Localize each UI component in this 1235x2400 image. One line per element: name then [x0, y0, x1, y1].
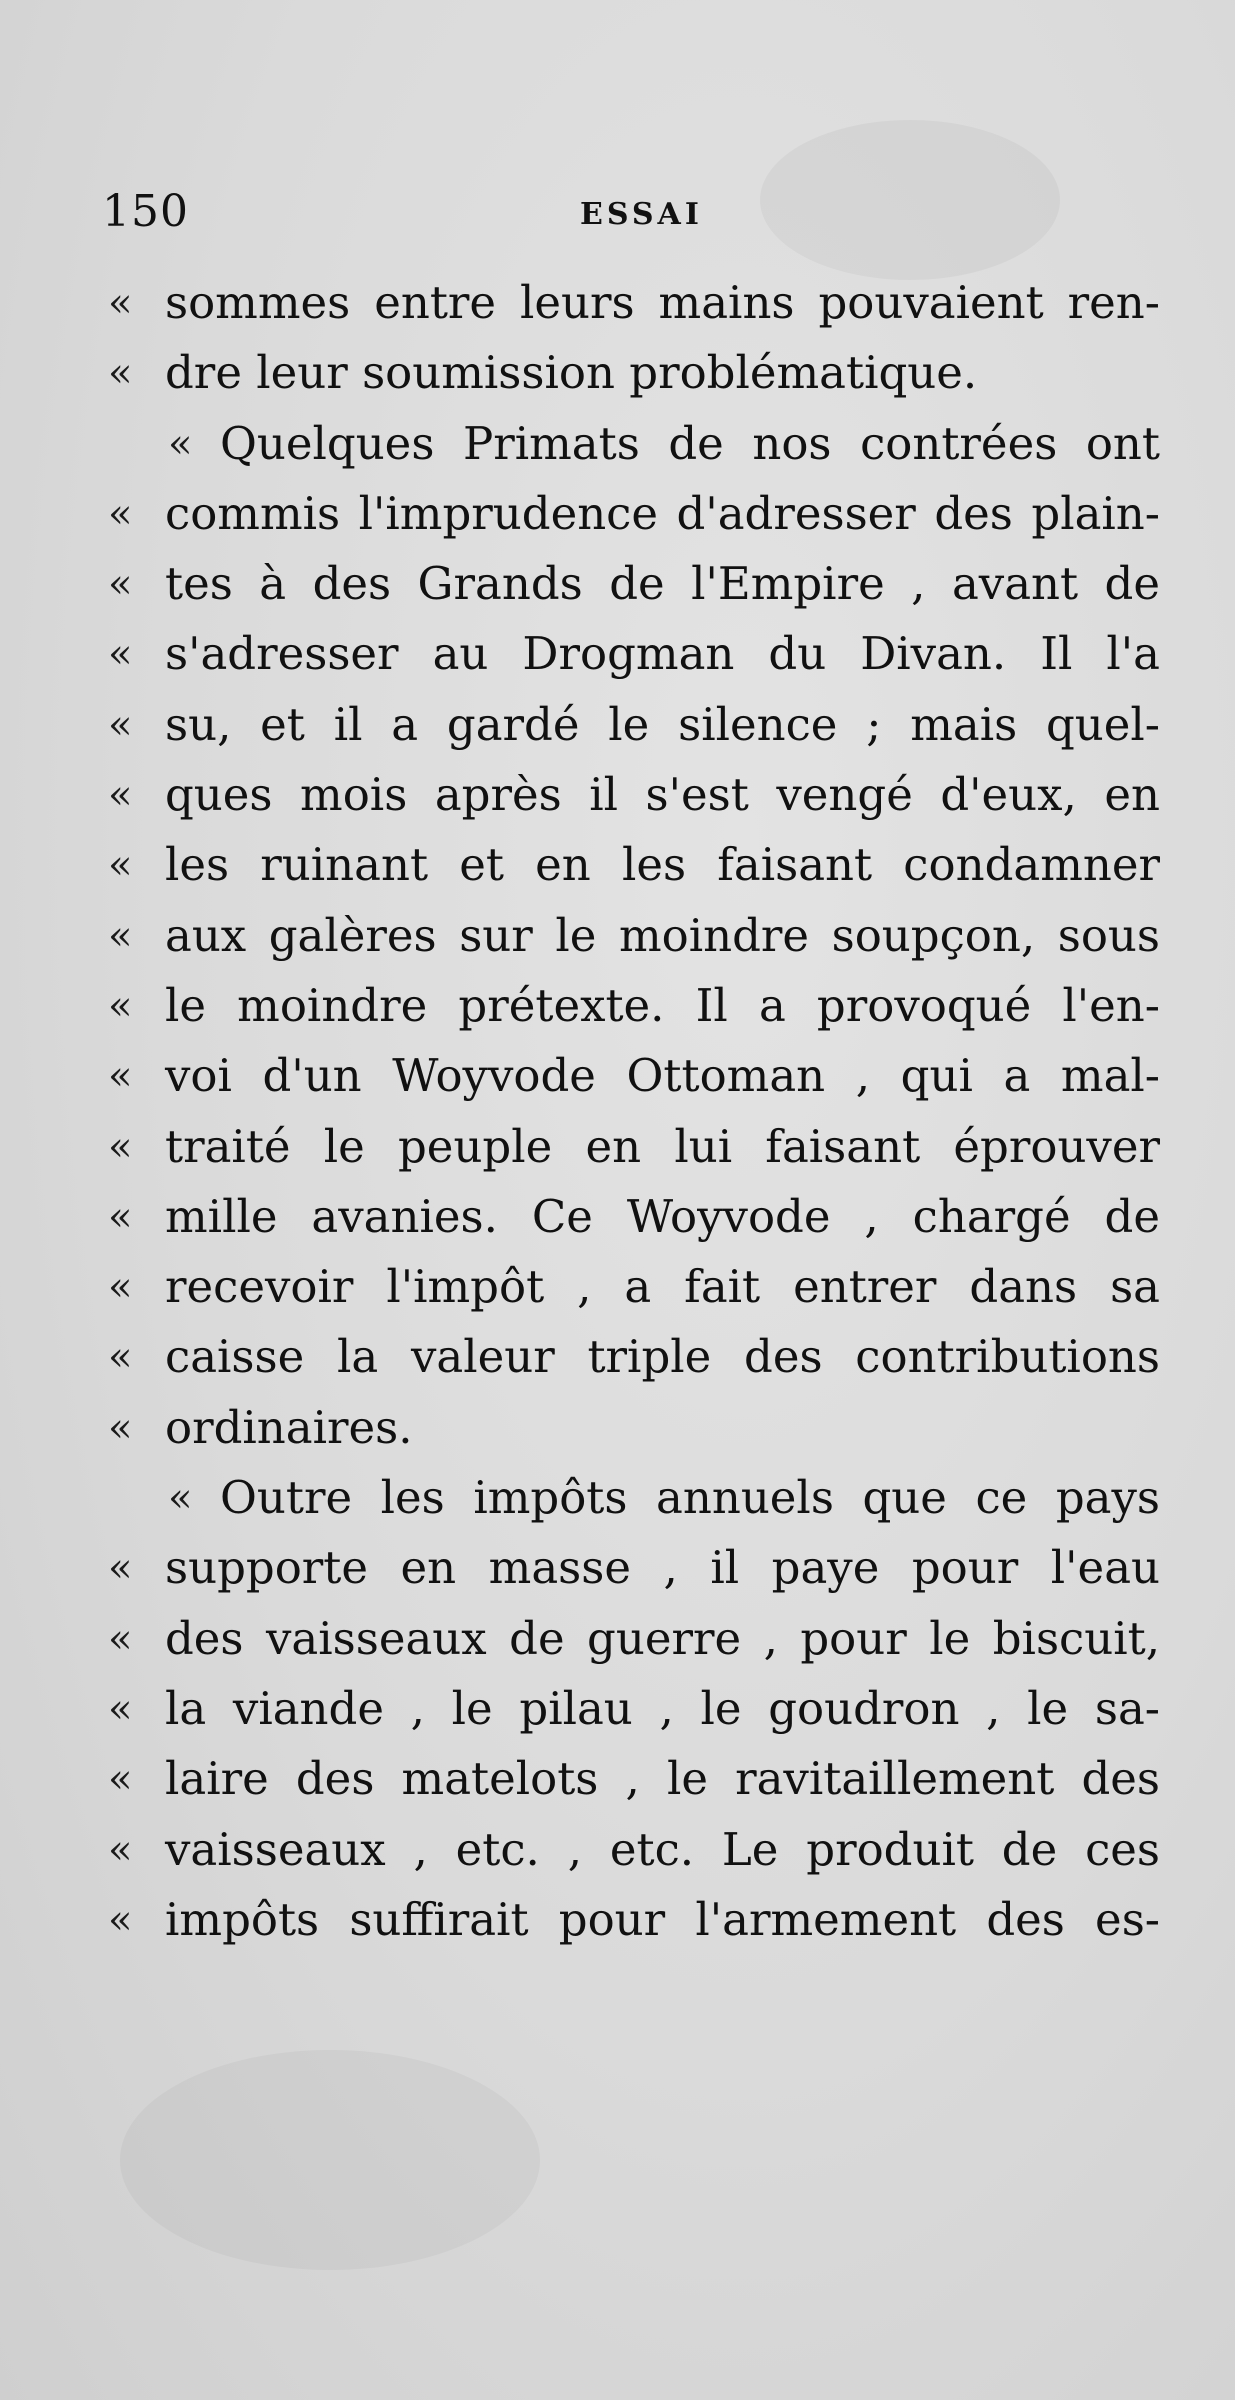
line-text: s'adresser au Drogman du Divan. Il l'a [165, 627, 1160, 681]
text-line [0, 1322, 1235, 1392]
line-text: des vaisseaux de guerre , pour le biscuit, [165, 1611, 1160, 1665]
quotation-mark: « [168, 420, 193, 467]
text-line [0, 409, 1235, 479]
quotation-mark: « [108, 561, 133, 608]
paper-stain [120, 2050, 540, 2270]
quotation-mark: « [108, 701, 133, 748]
quotation-mark: « [108, 1053, 133, 1100]
text-line [0, 338, 1235, 408]
quotation-mark: « [168, 1475, 193, 1522]
quotation-mark: « [108, 631, 133, 678]
quotation-mark: « [108, 350, 133, 397]
text-line [0, 1393, 1235, 1463]
text-line [0, 1674, 1235, 1744]
line-text: aux galères sur le moindre soupçon, sous [165, 908, 1160, 962]
text-line [0, 901, 1235, 971]
line-text: caisse la valeur triple des contributions [165, 1330, 1160, 1384]
body-text [0, 268, 1235, 1955]
quotation-mark: « [108, 1404, 133, 1451]
quotation-mark: « [108, 1193, 133, 1240]
line-text: laire des matelots , le ravitaillement des [165, 1752, 1160, 1806]
text-line [0, 1041, 1235, 1111]
quotation-mark: « [108, 280, 133, 326]
paper-stain [760, 120, 1060, 280]
line-text: traité le peuple en lui faisant éprouver [165, 1119, 1160, 1173]
text-line [0, 1112, 1235, 1182]
text-line [0, 1533, 1235, 1603]
line-text: impôts suffirait pour l'armement des es- [165, 1892, 1160, 1946]
quotation-mark: « [108, 982, 133, 1029]
text-line [0, 1604, 1235, 1674]
quotation-mark: « [108, 1756, 133, 1803]
text-line [0, 690, 1235, 760]
text-line [0, 1815, 1235, 1885]
line-text: le moindre prétexte. Il a provoqué l'en- [165, 978, 1160, 1032]
line-text: tes à des Grands de l'Empire , avant de [165, 557, 1160, 611]
text-line [0, 1744, 1235, 1814]
quotation-mark: « [108, 1545, 133, 1592]
line-text: dre leur soumission problématique. [165, 346, 978, 400]
line-text: su, et il a gardé le silence ; mais quel- [165, 697, 1160, 751]
text-line [0, 971, 1235, 1041]
text-line [0, 268, 1235, 338]
quotation-mark: « [108, 1123, 133, 1170]
text-line [0, 1182, 1235, 1252]
text-line [0, 479, 1235, 549]
line-text: voi d'un Woyvode Ottoman , qui a mal- [165, 1049, 1160, 1103]
line-text: Quelques Primats de nos contrées ont [220, 416, 1160, 470]
quotation-mark: « [108, 1264, 133, 1311]
line-text: ques mois après il s'est vengé d'eux, en [165, 768, 1160, 822]
quotation-mark: « [108, 1685, 133, 1732]
line-text: commis l'imprudence d'adresser des plain- [165, 486, 1160, 540]
quotation-mark: « [108, 1615, 133, 1662]
quotation-mark: « [108, 1826, 133, 1873]
quotation-mark: « [108, 842, 133, 889]
text-line [0, 619, 1235, 689]
text-line [0, 1885, 1235, 1955]
line-text: vaisseaux , etc. , etc. Le produit de ces [165, 1822, 1160, 1876]
page-number: 150 [102, 186, 189, 237]
quotation-mark: « [108, 1896, 133, 1943]
line-text: recevoir l'impôt , a fait entrer dans sa [165, 1260, 1160, 1314]
line-text: mille avanies. Ce Woyvode , chargé de [165, 1189, 1160, 1243]
quotation-mark: « [108, 912, 133, 959]
quotation-mark: « [108, 772, 133, 819]
line-text: Outre les impôts annuels que ce pays [220, 1471, 1160, 1525]
line-text: supporte en masse , il paye pour l'eau [165, 1541, 1160, 1595]
text-line [0, 830, 1235, 900]
text-line [0, 1252, 1235, 1322]
line-text: les ruinant et en les faisant condamner [165, 838, 1160, 892]
text-line [0, 760, 1235, 830]
text-line [0, 549, 1235, 619]
line-text: sommes entre leurs mains pouvaient ren- [165, 276, 1160, 329]
quotation-mark: « [108, 1334, 133, 1381]
line-text: ordinaires. [165, 1400, 413, 1454]
quotation-mark: « [108, 490, 133, 537]
running-head: ESSAI [580, 197, 703, 232]
text-line [0, 1463, 1235, 1533]
line-text: la viande , le pilau , le goudron , le sa- [165, 1681, 1160, 1735]
